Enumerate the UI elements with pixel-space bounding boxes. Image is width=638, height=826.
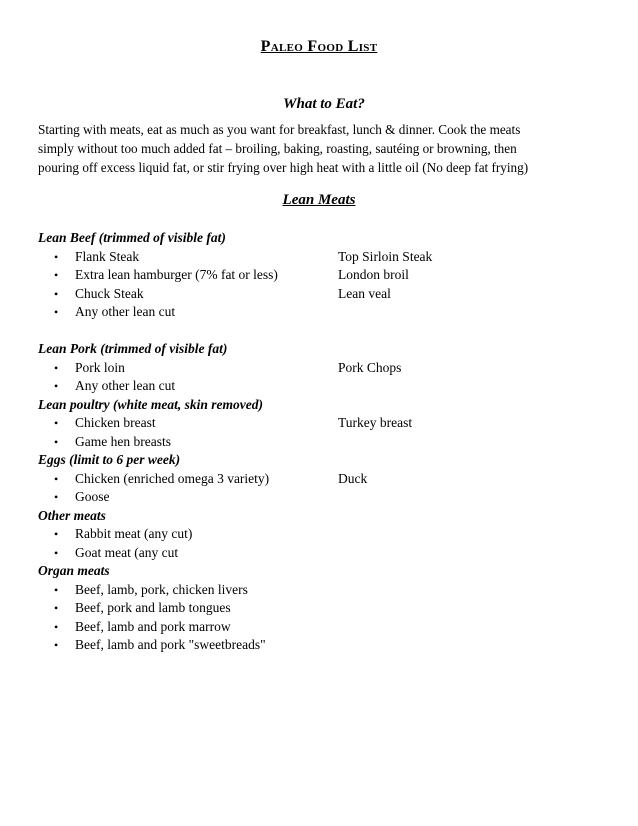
item-text: Rabbit meat (any cut) [75, 526, 193, 541]
item-text: Chicken breast [75, 415, 156, 430]
item-text: Any other lean cut [75, 378, 176, 393]
item-text: Any other lean cut [75, 304, 176, 319]
intro-line: Starting with meats, eat as much as you want for breakfast, lunch & dinner. Cook the meats [38, 122, 521, 137]
bullet-icon: • [54, 268, 59, 282]
list-item [38, 266, 604, 285]
item-list [38, 248, 604, 322]
list-item [38, 285, 604, 304]
food-section [38, 451, 604, 507]
bullet-icon: • [54, 416, 59, 430]
list-item [38, 544, 604, 563]
bullet-icon: • [54, 638, 59, 652]
list-item [38, 359, 604, 378]
item-text-right: Top Sirloin Steak [338, 248, 433, 264]
food-sections [38, 229, 604, 655]
section-title: Lean Beef (trimmed of visible fat) [38, 230, 226, 245]
food-section [38, 340, 604, 396]
item-text: Extra lean hamburger (7% fat or less) [75, 267, 278, 282]
item-text: Beef, lamb and pork marrow [75, 618, 231, 634]
list-item [38, 636, 604, 655]
item-text: Beef, lamb and pork "sweetbreads" [75, 637, 266, 652]
item-list [38, 525, 604, 562]
section-title: Lean poultry (white meat, skin removed) [38, 396, 263, 412]
item-list [38, 470, 604, 507]
section-title: Organ meats [38, 563, 110, 578]
bullet-icon: • [54, 305, 59, 319]
bullet-icon: • [54, 434, 59, 449]
what-to-eat-heading: What to Eat? [283, 96, 365, 112]
bullet-icon: • [54, 249, 59, 264]
bullet-icon: • [54, 360, 59, 375]
item-list [38, 359, 604, 396]
item-text-right: Duck [338, 470, 368, 486]
item-list [38, 581, 604, 655]
list-item [38, 470, 604, 489]
item-text: Game hen breasts [75, 433, 171, 449]
intro-line: simply without too much added fat – broiling, baking, roasting, sautéing or browning, then [38, 141, 517, 156]
item-list [38, 414, 604, 451]
item-text: Beef, pork and lamb tongues [75, 600, 231, 615]
list-item [38, 581, 604, 600]
food-section [38, 396, 604, 452]
item-text-right: Pork Chops [338, 359, 402, 375]
intro-line: pouring off excess liquid fat, or stir frying over high heat with a little oil (No deep fat frying) [38, 160, 529, 175]
item-text-right: Lean veal [338, 285, 391, 301]
page-title: Paleo Food List [260, 38, 378, 55]
bullet-icon: • [54, 527, 59, 541]
food-section [38, 507, 604, 563]
bullet-icon: • [54, 471, 59, 486]
item-text: Pork loin [75, 359, 125, 375]
list-item [38, 414, 604, 433]
list-item [38, 377, 604, 396]
item-text-right: Turkey breast [338, 415, 413, 430]
list-item [38, 599, 604, 618]
bullet-icon: • [54, 545, 59, 560]
list-item [38, 248, 604, 267]
bullet-icon: • [54, 619, 59, 634]
food-section [38, 562, 604, 655]
bullet-icon: • [54, 379, 59, 393]
list-item [38, 525, 604, 544]
food-section [38, 229, 604, 322]
lean-meats-heading: Lean Meats [282, 192, 356, 208]
item-text: Flank Steak [75, 248, 140, 264]
section-title: Other meats [38, 507, 106, 523]
item-text: Chicken (enriched omega 3 variety) [75, 470, 270, 486]
bullet-icon: • [54, 286, 59, 301]
bullet-icon: • [54, 582, 59, 597]
section-title: Lean Pork (trimmed of visible fat) [38, 341, 228, 356]
bullet-icon: • [54, 601, 59, 615]
item-text: Chuck Steak [75, 285, 144, 301]
list-item [38, 303, 604, 322]
item-text: Goat meat (any cut [75, 544, 179, 560]
intro-paragraph [38, 120, 604, 177]
bullet-icon: • [54, 490, 59, 504]
section-title: Eggs (limit to 6 per week) [38, 452, 181, 467]
item-text: Goose [75, 489, 110, 504]
list-item [38, 488, 604, 507]
list-item [38, 618, 604, 637]
item-text: Beef, lamb, pork, chicken livers [75, 581, 248, 597]
list-item [38, 433, 604, 452]
item-text-right: London broil [338, 267, 409, 282]
